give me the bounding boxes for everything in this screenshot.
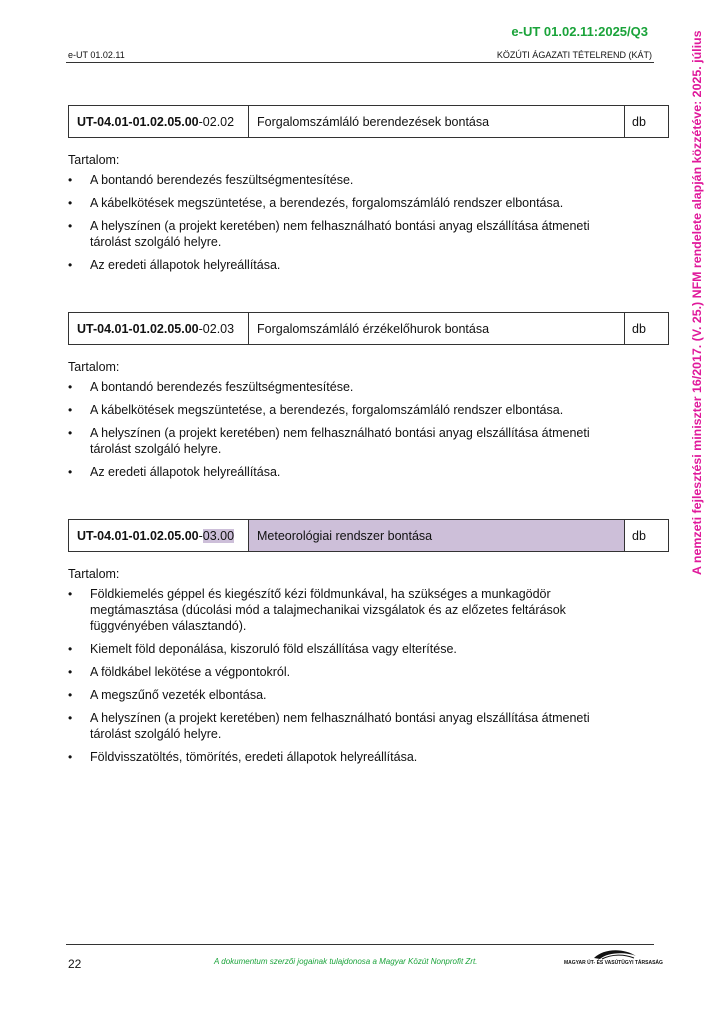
item-02-03 xyxy=(68,312,669,487)
bullet-icon: • xyxy=(68,587,73,601)
list-item xyxy=(68,586,630,634)
item-code xyxy=(69,106,249,137)
item-unit: db xyxy=(632,321,646,336)
bullet-icon: • xyxy=(68,173,73,187)
bullet-icon: • xyxy=(68,688,73,702)
list-item-text: Az eredeti állapotok helyreállítása. xyxy=(90,465,281,479)
bullet-icon: • xyxy=(68,403,73,417)
header-divider xyxy=(66,62,654,63)
tartalom-label: Tartalom: xyxy=(68,360,120,374)
list-item xyxy=(68,425,630,457)
list-item xyxy=(68,257,630,273)
document-code: e-UT 01.02.11:2025/Q3 xyxy=(511,24,648,39)
list-item-text: A bontandó berendezés feszültségmentesítése. xyxy=(90,380,354,394)
bullet-icon: • xyxy=(68,642,73,656)
bullet-icon: • xyxy=(68,196,73,210)
item-unit: db xyxy=(632,114,646,129)
header-right: KÖZÚTI ÁGAZATI TÉTELREND (KÁT) xyxy=(496,50,652,60)
item-name: Forgalomszámláló érzékelőhurok bontása xyxy=(249,313,625,344)
company-logo-icon xyxy=(564,946,654,970)
side-note-vertical: A nemzeti fejlesztési miniszter 16/2017. (V. 25.) NFM rendelete alapján közzétéve: 2025. július xyxy=(690,30,704,575)
header-left: e-UT 01.02.11 xyxy=(68,50,125,60)
bullet-icon: • xyxy=(68,426,73,440)
list-item xyxy=(68,402,630,418)
list-item xyxy=(68,687,630,703)
item-code-suffix: -02.02 xyxy=(198,114,235,129)
list-item-text: Földkiemelés géppel és kiegészítő kézi földmunkával, ha szükséges a munkagödör megtámasztása (dúcolási mód a talajmechanikai vizsgálatok és az előzetes feltárások függvényében választandó). xyxy=(90,587,566,633)
list-item xyxy=(68,749,630,765)
bullet-icon: • xyxy=(68,258,73,272)
bullet-icon: • xyxy=(68,380,73,394)
list-item-text: A megszűnő vezeték elbontása. xyxy=(90,688,267,702)
list-item-text: Az eredeti állapotok helyreállítása. xyxy=(90,258,281,272)
item-03-00 xyxy=(68,519,669,772)
tartalom-label: Tartalom: xyxy=(68,567,120,581)
list-item xyxy=(68,464,630,480)
item-code-dash: - xyxy=(198,528,203,543)
item-name: Meteorológiai rendszer bontása xyxy=(249,520,625,551)
list-item xyxy=(68,195,630,211)
item-code-suffix: 03.00 xyxy=(202,528,235,543)
bullet-list xyxy=(68,586,669,765)
code-table xyxy=(68,312,669,345)
list-item-text: A bontandó berendezés feszültségmentesítése. xyxy=(90,173,354,187)
list-item xyxy=(68,379,630,395)
copyright-notice: A dokumentum szerzői jogainak tulajdonosa a Magyar Közút Nonprofit Zrt. xyxy=(214,957,478,966)
logo-text: MAGYAR ÚT- ÉS VASÚTÜGYI TÁRSASÁG xyxy=(564,960,663,966)
item-code xyxy=(69,313,249,344)
list-item-text: Földvisszatöltés, tömörítés, eredeti állapotok helyreállítása. xyxy=(90,750,418,764)
item-code-suffix: -02.03 xyxy=(198,321,235,336)
item-code-main: UT-04.01-01.02.05.00 xyxy=(77,114,199,129)
bullet-icon: • xyxy=(68,219,73,233)
item-unit: db xyxy=(632,528,646,543)
item-02-02 xyxy=(68,105,669,280)
bullet-icon: • xyxy=(68,665,73,679)
bullet-icon: • xyxy=(68,465,73,479)
bullet-icon: • xyxy=(68,750,73,764)
list-item xyxy=(68,172,630,188)
list-item-text: A helyszínen (a projekt keretében) nem felhasználható bontási anyag elszállítása átmeneti tárolást szolgáló helyre. xyxy=(90,711,590,741)
list-item xyxy=(68,664,630,680)
list-item-text: A kábelkötések megszüntetése, a berendezés, forgalomszámláló rendszer elbontása. xyxy=(90,403,564,417)
list-item xyxy=(68,641,630,657)
list-item-text: A helyszínen (a projekt keretében) nem felhasználható bontási anyag elszállítása átmeneti tárolást szolgáló helyre. xyxy=(90,426,590,456)
bullet-list xyxy=(68,172,669,273)
item-code xyxy=(69,520,249,551)
list-item-text: Kiemelt föld deponálása, kiszoruló föld elszállítása vagy elterítése. xyxy=(90,642,457,656)
code-table xyxy=(68,105,669,138)
list-item xyxy=(68,218,630,250)
footer-divider xyxy=(66,944,654,945)
item-code-main: UT-04.01-01.02.05.00 xyxy=(77,528,199,543)
bullet-icon: • xyxy=(68,711,73,725)
item-name: Forgalomszámláló berendezések bontása xyxy=(249,106,625,137)
list-item-text: A helyszínen (a projekt keretében) nem felhasználható bontási anyag elszállítása átmeneti tárolást szolgáló helyre. xyxy=(90,219,590,249)
list-item-text: A kábelkötések megszüntetése, a berendezés, forgalomszámláló rendszer elbontása. xyxy=(90,196,564,210)
item-code-main: UT-04.01-01.02.05.00 xyxy=(77,321,199,336)
list-item xyxy=(68,710,630,742)
tartalom-label: Tartalom: xyxy=(68,153,120,167)
page-number: 22 xyxy=(68,957,82,971)
list-item-text: A földkábel lekötése a végpontokról. xyxy=(90,665,291,679)
bullet-list xyxy=(68,379,669,480)
code-table xyxy=(68,519,669,552)
